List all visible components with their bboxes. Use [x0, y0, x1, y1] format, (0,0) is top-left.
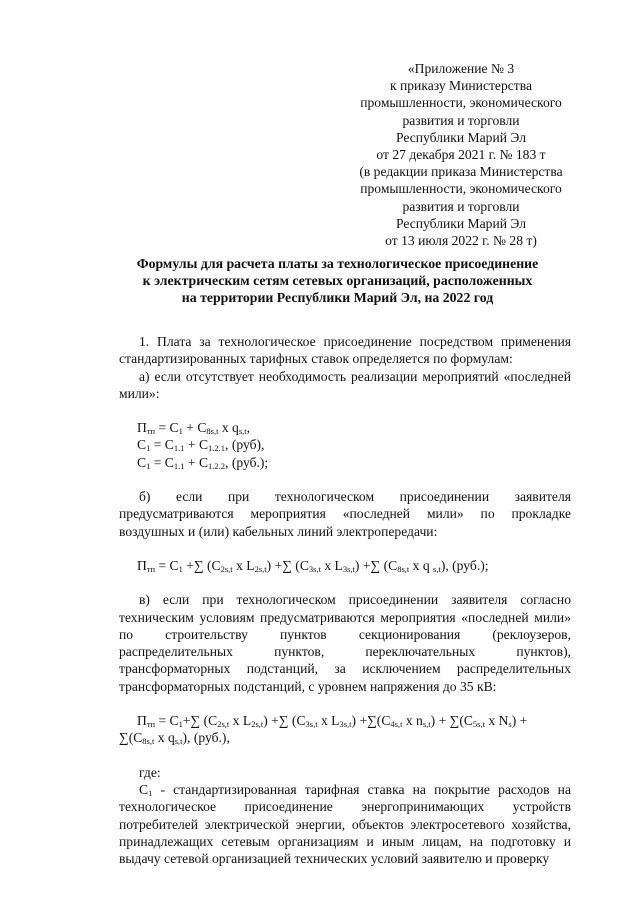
formula-subscript: 5s,t: [472, 719, 485, 730]
appendix-line: развития и торговли: [402, 112, 520, 128]
formula-subscript: 1.2.2: [208, 460, 226, 471]
formula-b: [119, 557, 571, 574]
formula-text: + С: [184, 437, 209, 453]
title-line: на территории Республики Марий Эл, на 2022 год: [181, 290, 494, 305]
formula-text: ) +∑ (С: [266, 557, 309, 573]
formula-text: х q: [154, 730, 175, 746]
formula-text: ) +∑ (С: [354, 557, 398, 573]
appendix-line: (в редакции приказа Министерства: [359, 164, 563, 180]
formula-subscript: тп: [146, 426, 156, 437]
formula-text: + С: [182, 420, 207, 436]
paragraph-v: в) если при технологическом присоединении заявителя согласно техническим условиям предусматриваются мероприятия «последней мили» по строительству пунктов секционирования (реклоузеров, распределительных пунктов, переключательных пунктов), трансформаторных подстанций, за исключением распределительных трансформаторных подстанций, с уровнем напряжения до 35 кВ:: [119, 592, 571, 694]
formula-text: х n: [402, 713, 423, 729]
formula-subscript: 1: [146, 460, 151, 471]
c1-text: - стандартизированная тарифная ставка на покрытие расходов на технологическое присоединение энергопринимающих устройств потребителей электрической энергии, объектов электросетевого хозяйства, принадлежащих сетевым организациям и иным лицам, на подготовку и выдачу сетевой организацией технических условий заявителю и проверку: [119, 781, 571, 867]
formula-text: = С: [155, 420, 179, 436]
formula-subscript: 1.2.1: [208, 443, 226, 454]
c1-symbol: С: [139, 781, 149, 797]
formula-subscript: 3s,t: [339, 719, 352, 730]
appendix-line: от 27 декабря 2021 г. № 183 т: [376, 147, 546, 163]
formula-text: х L: [317, 713, 340, 729]
formula-subscript: 2s,t: [251, 719, 264, 730]
formula-subscript: 1: [178, 563, 183, 574]
formula-text: х N: [484, 713, 509, 729]
formula-subscript: 2s,t: [217, 719, 230, 730]
formula-a-2: [119, 436, 571, 453]
document-title: [110, 255, 565, 306]
formula-text: +∑ (С: [182, 557, 221, 573]
appendix-line: к приказу Министерства: [389, 78, 533, 94]
paragraph-a: а) если отсутствует необходимость реализации мероприятий «последней мили»:: [119, 368, 571, 401]
appendix-line: Республики Марий Эл: [395, 129, 527, 145]
formula-text: х q: [409, 557, 434, 573]
appendix-line: промышленности, экономического: [360, 95, 562, 111]
paragraph-b: б) если при технологическом присоединении заявителя предусматриваются мероприятия «последней мили» по прокладке воздушных и (или) кабельных линий электропередачи:: [119, 489, 571, 539]
paragraph-c1-definition: [119, 781, 571, 867]
formula-subscript: s: [508, 719, 512, 730]
formula-text: П: [137, 557, 147, 573]
appendix-line: развития и торговли: [402, 198, 520, 214]
formula-text: ), (руб.);: [440, 557, 489, 573]
formula-text: = С: [150, 454, 174, 470]
formula-text: х q: [218, 420, 239, 436]
formula-a-3: [119, 454, 571, 471]
formula-text: ) + ∑(С: [430, 713, 473, 729]
appendix-header: [350, 60, 572, 249]
formula-v-2: [119, 729, 571, 746]
formula-text: х L: [232, 557, 255, 573]
formula-subscript: 3s,t: [305, 719, 318, 730]
appendix-line: Республики Марий Эл: [395, 215, 527, 231]
formula-text: х L: [320, 557, 343, 573]
formula-text: +∑ (С: [182, 713, 218, 729]
formula-subscript: 3s,t: [342, 563, 355, 574]
formula-subscript: 8s,t: [206, 426, 219, 437]
appendix-line: «Приложение № 3: [407, 61, 515, 76]
appendix-line: промышленности, экономического: [360, 181, 562, 197]
formula-text: ∑(С: [119, 730, 143, 746]
formula-subscript: 4s,t: [390, 719, 403, 730]
title-line: к электрическим сетям сетевых организаций, расположенных: [142, 273, 533, 288]
formula-subscript: тп: [146, 719, 156, 730]
formula-text: С: [137, 437, 147, 453]
formula-subscript: s,t: [433, 563, 441, 574]
formula-subscript: 1.1: [173, 443, 185, 454]
formula-subscript: 8s,t: [142, 736, 155, 747]
formula-text: х L: [229, 713, 252, 729]
formula-text: П: [137, 713, 147, 729]
formula-subscript: 1.1: [173, 460, 185, 471]
formula-text: ), (руб.),: [182, 730, 230, 746]
formula-text: С: [137, 454, 147, 470]
formula-subscript: 1: [178, 426, 183, 437]
formula-text: , (руб.);: [225, 454, 269, 470]
c1-subscript: 1: [148, 787, 153, 798]
formula-text: ) +∑(С: [351, 713, 391, 729]
formula-text: = С: [150, 437, 174, 453]
formula-text: = С: [155, 713, 179, 729]
formula-text: П: [137, 420, 147, 436]
formula-v-1: [119, 712, 571, 729]
formula-subscript: тп: [146, 563, 156, 574]
paragraph-1: 1. Плата за технологическое присоединение посредством применения стандартизированных тарифных ставок определяется по формулам:: [119, 334, 571, 367]
formula-text: ) +: [511, 713, 528, 729]
formula-text: = С: [155, 557, 179, 573]
formula-subscript: 8s,t: [397, 563, 410, 574]
formula-subscript: s,t: [422, 719, 431, 730]
formula-text: ) +∑ (С: [263, 713, 306, 729]
formula-subscript: 3s,t: [308, 563, 321, 574]
formula-subscript: 1: [178, 719, 183, 730]
formula-subscript: s,t: [238, 426, 247, 437]
formula-subscript: s,t: [174, 736, 183, 747]
document-body: [119, 333, 571, 867]
appendix-line: от 13 июля 2022 г. № 28 т): [385, 233, 537, 249]
formula-subscript: 2s,t: [254, 563, 267, 574]
formula-text: + С: [184, 454, 209, 470]
formula-subscript: 2s,t: [220, 563, 233, 574]
formula-subscript: 1: [146, 443, 151, 454]
formula-a-1: [119, 419, 571, 436]
formula-text: ,: [246, 420, 251, 436]
where-label: где:: [139, 764, 161, 780]
title-line: Формулы для расчета платы за технологическое присоединение: [136, 256, 539, 271]
formula-text: , (руб),: [225, 437, 265, 453]
